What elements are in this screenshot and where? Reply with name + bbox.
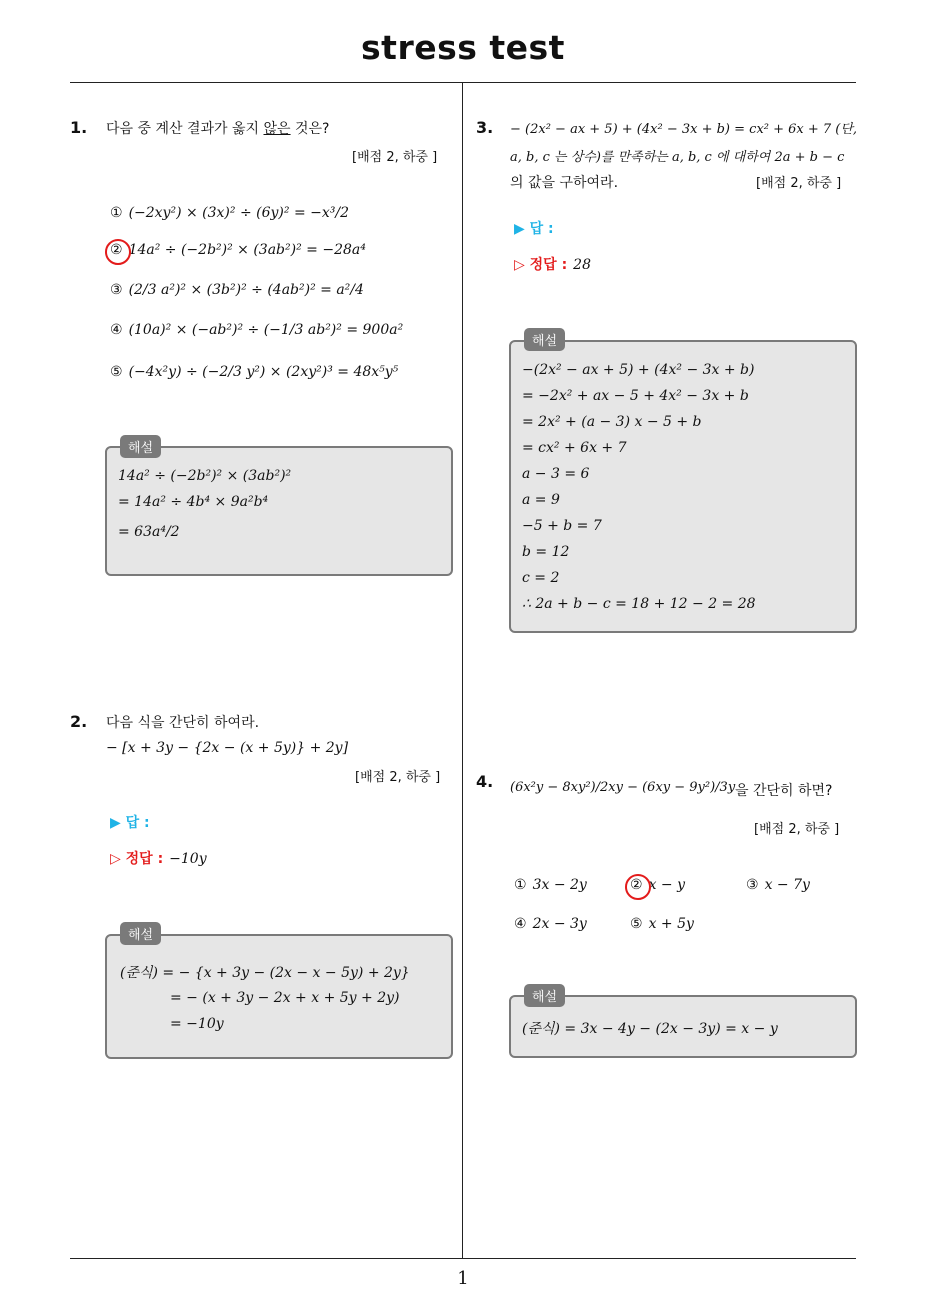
- q1-solution-box: [105, 446, 453, 576]
- q4-meta: [배점 2, 하중 ]: [754, 822, 840, 837]
- q3-line-3: 의 값을 구하여라.: [510, 175, 619, 191]
- q1-solution-line-2: = 14a² ÷ 4b⁴ × 9a²b⁴: [118, 494, 269, 510]
- q2-solution-line-1: (준식) = − {x + 3y − (2x − x − 5y) + 2y}: [120, 965, 410, 981]
- q3-solution-line-8: b = 12: [522, 544, 570, 560]
- q2-number: 2.: [70, 712, 88, 731]
- q4-solution-tag: 해설: [524, 984, 565, 1007]
- q4-choice-2[interactable]: ② x − y: [630, 877, 685, 893]
- column-divider: [462, 83, 463, 1258]
- q3-line-2: a, b, c 는 상수)를 만족하는 a, b, c 에 대하여 2a + b − c: [510, 150, 845, 165]
- q3-answer-label[interactable]: ▶ 답 :: [514, 221, 554, 237]
- q3-solution-line-4: = cx² + 6x + 7: [522, 440, 627, 456]
- q1-choice-3[interactable]: ③ (2/3 a²)² × (3b²)² ÷ (4ab²)² = a²/4: [110, 282, 364, 298]
- q2-answer-label[interactable]: ▶ 답 :: [110, 815, 150, 831]
- q1-text-post: 것은?: [290, 121, 330, 137]
- q1-solution-line-1: 14a² ÷ (−2b²)² × (3ab²)²: [118, 468, 292, 484]
- q3-solution-tag: 해설: [524, 328, 565, 351]
- q1-question: [106, 118, 330, 138]
- q4-selected-mark-circle: [625, 874, 651, 900]
- q1-choice-1[interactable]: ① (−2xy²) × (3x)² ÷ (6y)² = −x³/2: [110, 205, 349, 221]
- q3-solution-line-7: −5 + b = 7: [522, 518, 602, 534]
- q1-text-underlined: 않은: [263, 121, 291, 137]
- q4-number: 4.: [476, 772, 494, 791]
- q3-line-1: − (2x² − ax + 5) + (4x² − 3x + b) = cx² + 6x + 7 (단,: [510, 122, 858, 137]
- q3-solution-line-6: a = 9: [522, 492, 560, 508]
- q1-choice-2[interactable]: ② 14a² ÷ (−2b²)² × (3ab²)² = −28a⁴: [110, 242, 366, 258]
- q1-choice-5[interactable]: ⑤ (−4x²y) ÷ (−2/3 y²) × (2xy²)³ = 48x⁵y⁵: [110, 364, 399, 380]
- q2-solution-line-2: = − (x + 3y − 2x + x + 5y + 2y): [170, 990, 400, 1006]
- q4-choice-1[interactable]: ① 3x − 2y: [514, 877, 587, 893]
- q4-choice-5[interactable]: ⑤ x + 5y: [630, 916, 694, 932]
- top-rule: [70, 82, 856, 83]
- q2-solution-tag: 해설: [120, 922, 161, 945]
- q3-solution-line-2: = −2x² + ax − 5 + 4x² − 3x + b: [522, 388, 749, 404]
- bottom-rule: [70, 1258, 856, 1259]
- q4-choice-3[interactable]: ③ x − 7y: [746, 877, 810, 893]
- q4-choice-4[interactable]: ④ 2x − 3y: [514, 916, 587, 932]
- q3-number: 3.: [476, 118, 494, 137]
- q2-correct-answer: ▷ 정답 : −10y: [110, 851, 207, 867]
- q3-solution-line-9: c = 2: [522, 570, 560, 586]
- q1-choice-4[interactable]: ④ (10a)² × (−ab²)² ÷ (−1/3 ab²)² = 900a²: [110, 322, 404, 338]
- q1-solution-tag: 해설: [120, 435, 161, 458]
- q3-solution-box: [509, 340, 857, 633]
- q3-correct-answer: ▷ 정답 : 28: [514, 257, 591, 273]
- q1-solution-line-3: = 63a⁴/2: [118, 524, 180, 540]
- q1-text-pre: 다음 중 계산 결과가 옳지: [106, 121, 264, 137]
- q3-solution-line-5: a − 3 = 6: [522, 466, 590, 482]
- q3-meta: [배점 2, 하중 ]: [756, 176, 842, 191]
- q4-solution-line-1: (준식) = 3x − 4y − (2x − 3y) = x − y: [522, 1021, 778, 1037]
- page-title: stress test: [361, 28, 565, 67]
- q2-expression: − [x + 3y − {2x − (x + 5y)} + 2y]: [106, 740, 349, 756]
- q3-solution-line-3: = 2x² + (a − 3) x − 5 + b: [522, 414, 702, 430]
- q2-meta: [배점 2, 하중 ]: [355, 770, 441, 785]
- q4-question: 을 간단히 하면?: [735, 783, 833, 799]
- q4-expression: (6x²y − 8xy²)/2xy − (6xy − 9y²)/3y: [510, 780, 736, 795]
- q2-question: 다음 식을 간단히 하여라.: [106, 715, 260, 731]
- q1-number: 1.: [70, 118, 88, 137]
- q3-solution-line-1: −(2x² − ax + 5) + (4x² − 3x + b): [522, 362, 755, 378]
- page-number: 1: [457, 1268, 469, 1289]
- q3-solution-line-10: ∴ 2a + b − c = 18 + 12 − 2 = 28: [522, 596, 756, 612]
- q1-meta: [배점 2, 하중 ]: [352, 150, 438, 165]
- q2-solution-line-3: = −10y: [170, 1016, 224, 1032]
- q1-selected-mark-circle: [105, 239, 131, 265]
